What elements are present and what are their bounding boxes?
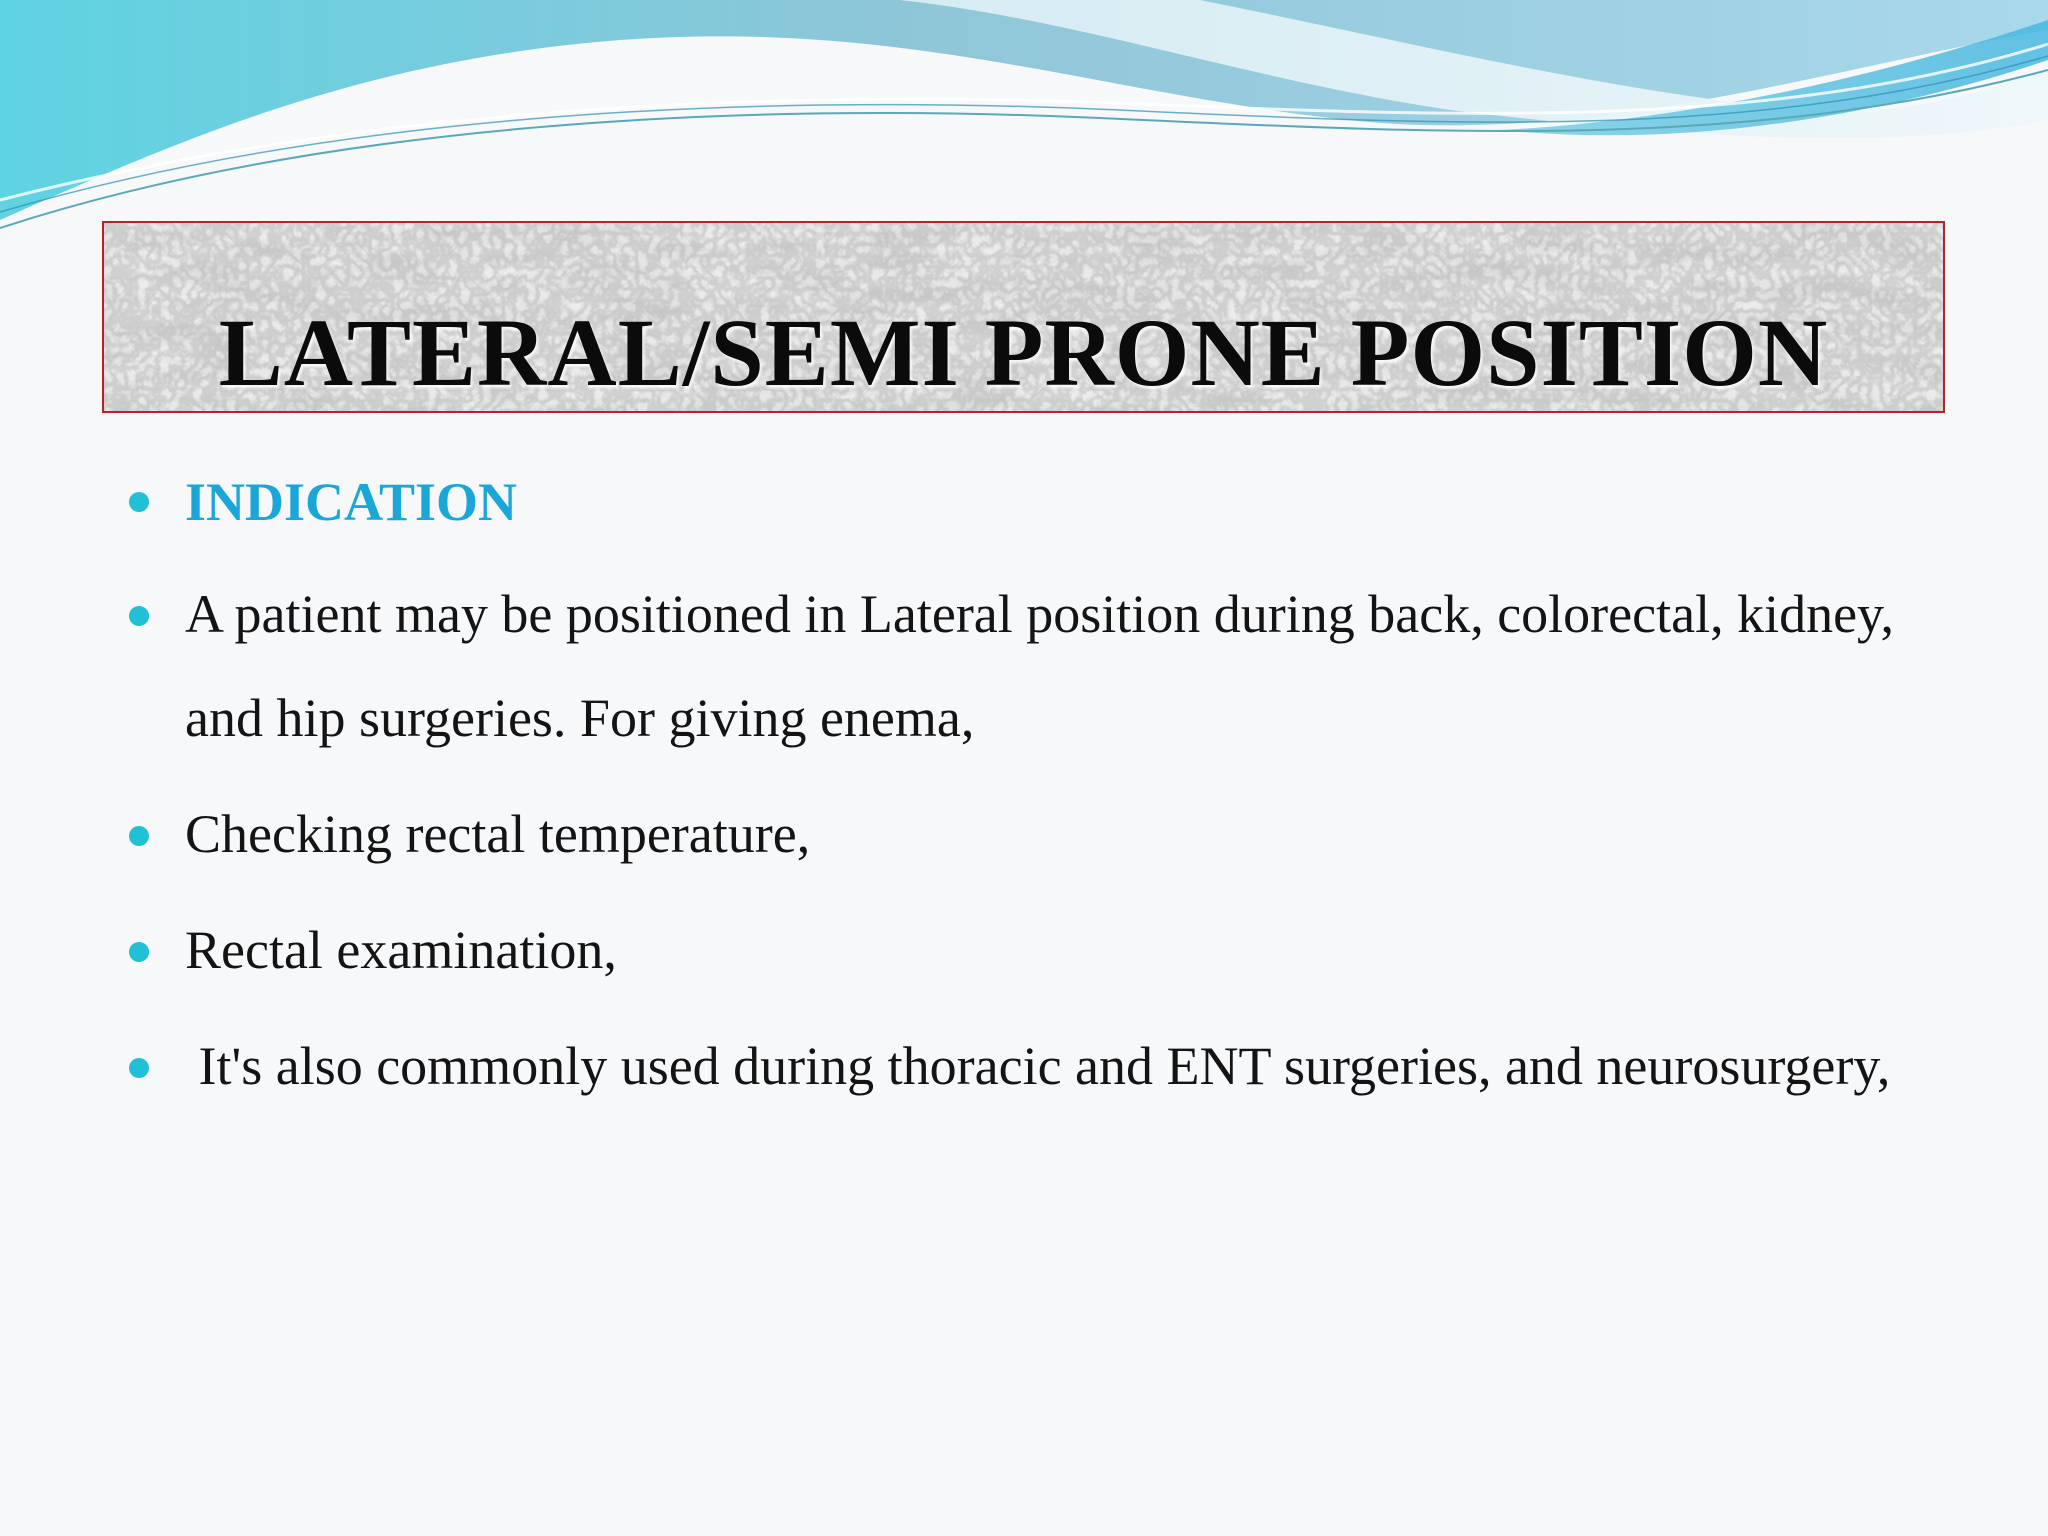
bullet-text: A patient may be positioned in Lateral position during back, colorectal, kidney, and hip surgeries. For giving enema,: [185, 584, 1895, 748]
bullet-dot-icon: [129, 1058, 149, 1078]
bullet-item: [128, 782, 1958, 886]
bullet-text: INDICATION: [185, 472, 518, 532]
bullet-text: Rectal examination,: [185, 920, 617, 980]
wave-header-decoration: [0, 0, 2048, 240]
title-banner: [102, 221, 1945, 413]
bullet-dot-icon: [129, 492, 149, 512]
bullet-text: Checking rectal temperature,: [185, 804, 811, 864]
bullet-dot-icon: [129, 606, 149, 626]
bullet-item: [128, 562, 1958, 770]
bullet-dot-icon: [129, 942, 149, 962]
bullet-dot-icon: [129, 826, 149, 846]
bullet-list: [128, 462, 1958, 1130]
bullet-indication-heading: [128, 462, 1958, 542]
bullet-item: [128, 898, 1958, 1002]
bullet-text: It's also commonly used during thoracic and ENT surgeries, and neurosurgery,: [185, 1036, 1891, 1096]
slide-title: LATERAL/SEMI PRONE POSITION: [218, 299, 1829, 406]
bullet-item: [128, 1014, 1958, 1118]
